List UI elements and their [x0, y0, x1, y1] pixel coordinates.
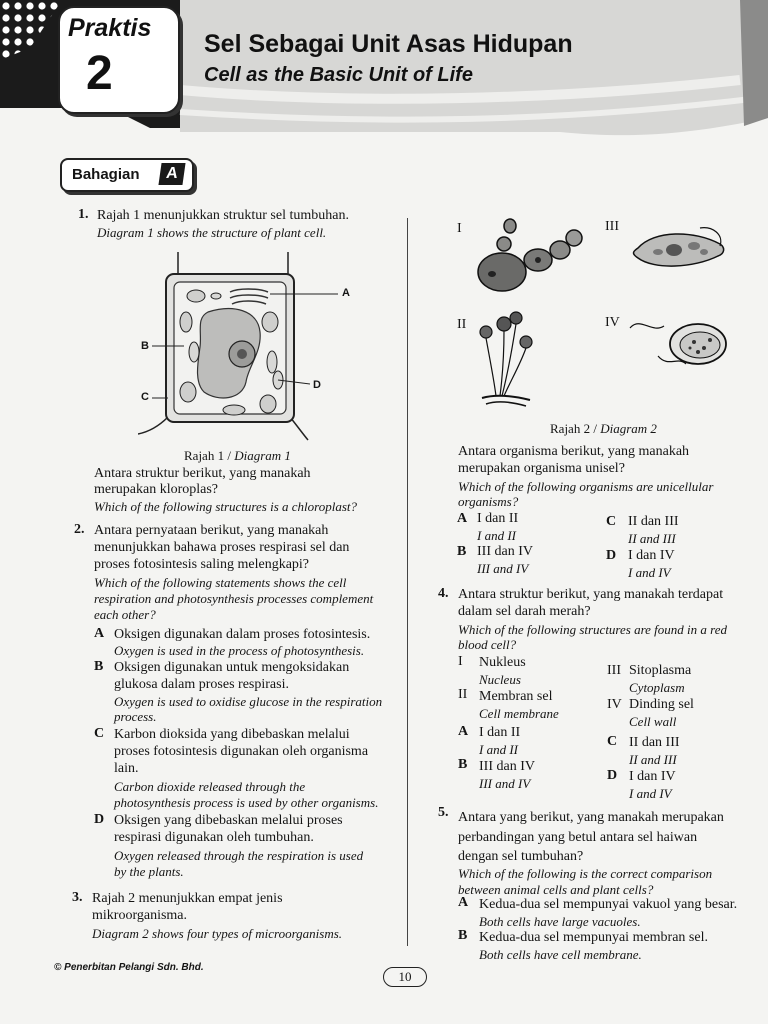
- q4-item-iii-ms: Sitoplasma: [629, 663, 692, 678]
- diagram1-label-b: B: [141, 340, 149, 352]
- publisher-credit: © Penerbitan Pelangi Sdn. Bhd.: [54, 962, 204, 973]
- q1-question-en: Which of the following structures is a chloroplast?: [94, 499, 358, 514]
- q3-stem-ms-1: Rajah 2 menunjukkan empat jenis: [92, 891, 283, 906]
- diagram1-label-d: D: [313, 379, 321, 391]
- plant-cell-diagram: [138, 252, 358, 442]
- q3-option-c-letter[interactable]: C: [606, 514, 617, 529]
- q1-number: 1.: [78, 207, 89, 222]
- diagram2-label-iii: III: [605, 219, 619, 234]
- q4-item-iv-ms: Dinding sel: [629, 697, 694, 712]
- q2-stem-ms-2: menunjukkan bahawa proses respirasi sel dan: [94, 540, 350, 555]
- mucor-diagram: [476, 310, 536, 410]
- q1-question-ms-1: Antara struktur berikut, yang manakah: [94, 466, 311, 481]
- q3-stem-en: Diagram 2 shows four types of microorganisms.: [92, 926, 343, 941]
- q2-option-a-ms[interactable]: Oksigen digunakan dalam proses fotosintesis.: [114, 627, 371, 642]
- q2-option-a-letter[interactable]: A: [94, 626, 105, 641]
- q3-option-b-ms[interactable]: III dan IV: [477, 544, 533, 559]
- q3-option-a-letter[interactable]: A: [457, 511, 468, 526]
- q1-stem-ms: Rajah 1 menunjukkan struktur sel tumbuhan.: [97, 208, 349, 223]
- diagram2-caption: Rajah 2 / Diagram 2: [550, 421, 657, 436]
- q5-stem-ms-2: perbandingan yang betul antara sel haiwan: [458, 830, 698, 845]
- q4-item-ii-ms: Membran sel: [479, 689, 553, 704]
- q5-stem-ms-1: Antara yang berikut, yang manakah merupakan: [458, 810, 724, 825]
- q5-number: 5.: [438, 805, 449, 820]
- q4-option-c-en: II and III: [629, 752, 677, 767]
- q2-option-d-en-2: by the plants.: [114, 864, 184, 879]
- q3-question-ms-2: merupakan organisma unisel?: [458, 461, 625, 476]
- q1-stem-en: Diagram 1 shows the structure of plant cell.: [97, 225, 327, 240]
- diagram2-label-i: I: [457, 221, 462, 236]
- q2-option-b-ms-1[interactable]: Oksigen digunakan untuk mengoksidakan: [114, 660, 350, 675]
- q2-option-b-en-2: process.: [114, 709, 157, 724]
- q4-item-iv-roman: IV: [607, 697, 622, 712]
- q3-option-c-ms[interactable]: II dan III: [628, 514, 679, 529]
- q4-item-ii-roman: II: [458, 687, 468, 702]
- q5-option-a-en: Both cells have large vacuoles.: [479, 914, 641, 929]
- q2-option-d-ms-2[interactable]: respirasi digunakan oleh tumbuhan.: [114, 830, 314, 845]
- q4-item-i-ms: Nukleus: [479, 655, 526, 670]
- q2-option-d-ms-1[interactable]: Oksigen yang dibebaskan melalui proses: [114, 813, 343, 828]
- q4-option-c-ms[interactable]: II dan III: [629, 735, 680, 750]
- q2-option-b-ms-2[interactable]: glukosa dalam proses respirasi.: [114, 677, 289, 692]
- q4-option-a-letter[interactable]: A: [458, 724, 469, 739]
- q4-item-iii-en: Cytoplasm: [629, 680, 685, 695]
- q2-stem-en-3: each other?: [94, 607, 156, 622]
- q2-option-c-en-1: Carbon dioxide released through the: [114, 779, 306, 794]
- chapter-title-ms: Sel Sebagai Unit Asas Hidupan: [204, 30, 573, 58]
- q2-option-c-letter[interactable]: C: [94, 726, 105, 741]
- q2-option-d-letter[interactable]: D: [94, 812, 105, 827]
- column-divider: [407, 218, 408, 946]
- q2-stem-en-2: respiration and photosynthesis processes complement: [94, 591, 374, 606]
- q3-question-en-2: organisms?: [458, 494, 519, 509]
- q2-option-c-en-2: photosynthesis process is used by other organisms.: [114, 795, 379, 810]
- q2-option-c-ms-3[interactable]: lain.: [114, 761, 139, 776]
- q5-stem-en-1: Which of the following is the correct comparison: [458, 866, 713, 881]
- q4-option-a-ms[interactable]: I dan II: [479, 725, 521, 740]
- q3-option-c-en: II and III: [628, 531, 676, 546]
- q2-number: 2.: [74, 522, 85, 537]
- q4-option-b-ms[interactable]: III dan IV: [479, 759, 535, 774]
- chapter-title-en: Cell as the Basic Unit of Life: [204, 64, 473, 86]
- q4-stem-ms-2: dalam sel darah merah?: [458, 604, 591, 619]
- praktis-label: Praktis: [68, 14, 152, 42]
- q5-option-b-en: Both cells have cell membrane.: [479, 947, 642, 962]
- q5-option-b-ms[interactable]: Kedua-dua sel mempunyai membran sel.: [479, 930, 708, 945]
- q2-stem-ms-3: proses fotosintesis saling melengkapi?: [94, 557, 310, 572]
- page-number: 10: [383, 967, 427, 987]
- section-letter: A: [158, 163, 185, 185]
- yeast-diagram: [474, 214, 589, 296]
- diagram1-label-c: C: [141, 391, 149, 403]
- q4-option-d-letter[interactable]: D: [607, 768, 618, 783]
- q3-question-en-1: Which of the following organisms are unicellular: [458, 479, 714, 494]
- q2-option-b-en-1: Oxygen is used to oxidise glucose in the respiration: [114, 694, 383, 709]
- q3-option-d-letter[interactable]: D: [606, 548, 617, 563]
- q4-option-d-ms[interactable]: I dan IV: [629, 769, 676, 784]
- q2-stem-en-1: Which of the following statements shows the cell: [94, 575, 347, 590]
- q3-option-d-en: I and IV: [628, 565, 671, 580]
- q4-option-d-en: I and IV: [629, 786, 672, 801]
- q4-option-c-letter[interactable]: C: [607, 734, 618, 749]
- q4-number: 4.: [438, 586, 449, 601]
- q2-option-c-ms-2[interactable]: proses fotosintesis digunakan oleh organisma: [114, 744, 369, 759]
- paramecium-diagram: [628, 312, 732, 376]
- section-label: Bahagian: [72, 166, 140, 183]
- q2-option-c-ms-1[interactable]: Karbon dioksida yang dibebaskan melalui: [114, 727, 350, 742]
- q3-option-d-ms[interactable]: I dan IV: [628, 548, 675, 563]
- diagram2-label-ii: II: [457, 317, 467, 332]
- q4-option-b-letter[interactable]: B: [458, 757, 468, 772]
- q5-stem-en-2: between animal cells and plant cells?: [458, 882, 654, 897]
- diagram1-label-a: A: [342, 287, 350, 299]
- praktis-number: 2: [86, 47, 113, 100]
- q4-option-b-en: III and IV: [479, 776, 531, 791]
- q4-option-a-en: I and II: [479, 742, 518, 757]
- q2-option-b-letter[interactable]: B: [94, 659, 104, 674]
- q3-question-ms-1: Antara organisma berikut, yang manakah: [458, 444, 690, 459]
- q4-stem-ms-1: Antara struktur berikut, yang manakah terdapat: [458, 587, 724, 602]
- q3-option-a-en: I and II: [477, 528, 516, 543]
- q3-option-a-ms[interactable]: I dan II: [477, 511, 519, 526]
- q5-option-b-letter[interactable]: B: [458, 928, 468, 943]
- q5-option-a-letter[interactable]: A: [458, 895, 469, 910]
- q4-item-i-en: Nucleus: [479, 672, 521, 687]
- q3-stem-ms-2: mikroorganisma.: [92, 908, 188, 923]
- q4-item-iv-en: Cell wall: [629, 714, 677, 729]
- q4-item-i-roman: I: [458, 654, 463, 669]
- diagram1-caption: Rajah 1 / Diagram 1: [184, 448, 291, 463]
- q5-stem-ms-3: dengan sel tumbuhan?: [458, 849, 584, 864]
- q5-option-a-ms[interactable]: Kedua-dua sel mempunyai vakuol yang besar.: [479, 897, 738, 912]
- q4-item-ii-en: Cell membrane: [479, 706, 559, 721]
- q2-stem-ms-1: Antara pernyataan berikut, yang manakah: [94, 523, 329, 538]
- q3-option-b-letter[interactable]: B: [457, 544, 467, 559]
- q2-option-d-en-1: Oxygen released through the respiration is used: [114, 848, 364, 863]
- euglena-diagram: [624, 220, 734, 278]
- diagram2-label-iv: IV: [605, 315, 620, 330]
- q3-number: 3.: [72, 890, 83, 905]
- q4-item-iii-roman: III: [607, 663, 621, 678]
- q4-stem-en-2: blood cell?: [458, 637, 517, 652]
- q3-option-b-en: III and IV: [477, 561, 529, 576]
- q4-stem-en-1: Which of the following structures are found in a red: [458, 622, 728, 637]
- q2-option-a-en: Oxygen is used in the process of photosynthesis.: [114, 643, 365, 658]
- q1-question-ms-2: merupakan kloroplas?: [94, 482, 219, 497]
